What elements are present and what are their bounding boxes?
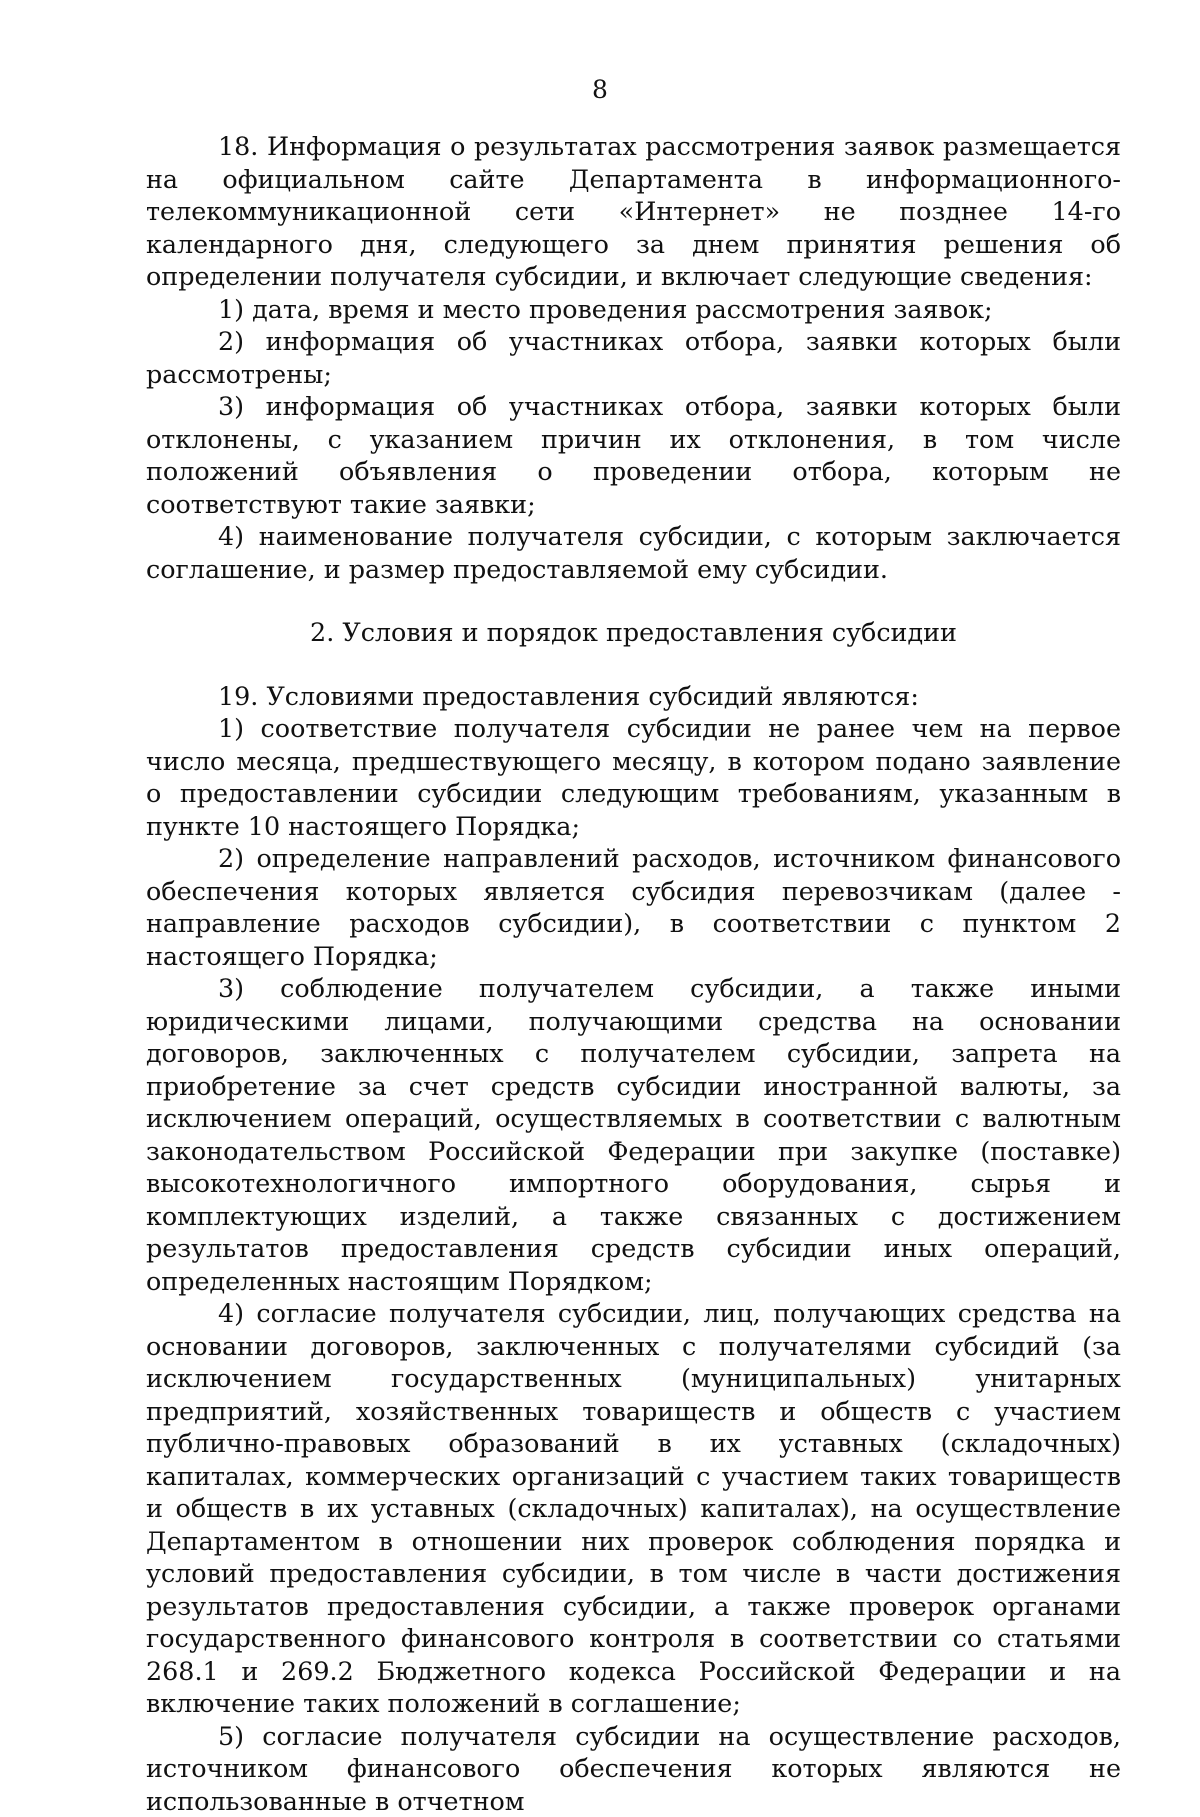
section-heading: 2. Условия и порядок предоставления субсидии [146,616,1121,649]
list-item: 3) информация об участниках отбора, заявки которых были отклонены, с указанием причин их отклонения, в том числе положений объявления о проведении отбора, которым не соответствуют такие заявки; [146,390,1121,520]
list-item: 1) соответствие получателя субсидии не ранее чем на первое число месяца, предшествующего месяцу, в котором подано заявление о предоставлении субсидии следующим требованиям, указанным в пункте 10 настоящего Порядка; [146,712,1121,842]
list-item: 5) согласие получателя субсидии на осуществление расходов, источником финансового обеспечения которых являются не использованные в отчетном [146,1720,1121,1817]
list-item: 2) информация об участниках отбора, заявки которых были рассмотрены; [146,325,1121,390]
list-item: 2) определение направлений расходов, источником финансового обеспечения которых является субсидия перевозчикам (далее - направление расходов субсидии), в соответствии с пунктом 2 настоящего Порядка; [146,842,1121,972]
list-item: 4) согласие получателя субсидии, лиц, получающих средства на основании договоров, заключенных с получателями субсидий (за исключением государственных (муниципальных) унитарных предприятий, хозяйственных товариществ и обществ с участием публично-правовых образований в их уставных (складочных) капиталах, коммерческих организаций с участием таких товариществ и обществ в их уставных (складочных) капиталах), на осуществление Департаментом в отношении них проверок соблюдения порядка и условий предоставления субсидии, в том числе в части достижения результатов предоставления субсидии, а также проверок органами государственного финансового контроля в соответствии со статьями 268.1 и 269.2 Бюджетного кодекса Российской Федерации и на включение таких положений в соглашение; [146,1297,1121,1720]
document-body [146,130,1121,1817]
page-number: 8 [0,74,1200,106]
paragraph-19: 19. Условиями предоставления субсидий являются: [146,680,1121,713]
list-item: 3) соблюдение получателем субсидии, а также иными юридическими лицами, получающими средства на основании договоров, заключенных с получателем субсидии, запрета на приобретение за счет средств субсидии иностранной валюты, за исключением операций, осуществляемых в соответствии с валютным законодательством Российской Федерации при закупке (поставке) высокотехнологичного импортного оборудования, сырья и комплектующих изделий, а также связанных с достижением результатов предоставления средств субсидии иных операций, определенных настоящим Порядком; [146,972,1121,1297]
list-item: 1) дата, время и место проведения рассмотрения заявок; [146,293,1121,326]
list-item: 4) наименование получателя субсидии, с которым заключается соглашение, и размер предоставляемой ему субсидии. [146,520,1121,585]
paragraph-18: 18. Информация о результатах рассмотрения заявок размещается на официальном сайте Департамента в информационного-телекоммуникационной сети «Интернет» не позднее 14-го календарного дня, следующего за днем принятия решения об определении получателя субсидии, и включает следующие сведения: [146,130,1121,293]
